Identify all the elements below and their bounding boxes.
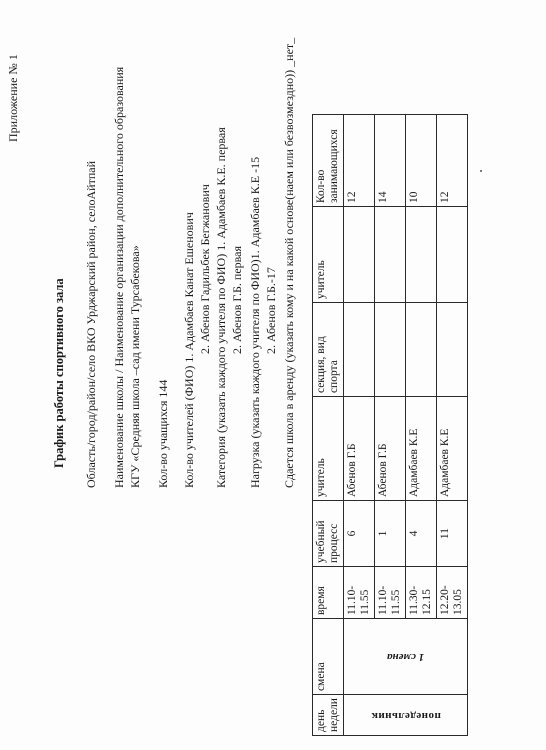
teacher2-cell [344, 207, 375, 303]
header-time: время [313, 567, 344, 619]
students-count: Кол-во учащихся 144 [156, 379, 170, 488]
region-line: Область/город/район/село ВКО Урджарский район, селоАйтпай [84, 160, 98, 488]
count-cell: 14 [375, 115, 406, 207]
count-cell: 10 [406, 115, 437, 207]
shift-value: 1 смена [386, 651, 425, 664]
appendix-label: Приложение № 1 [6, 54, 20, 142]
section-cell [406, 303, 437, 397]
teacher2-cell [437, 207, 468, 303]
header-count: Кол-во занимающихся [313, 115, 344, 207]
section-cell [344, 303, 375, 397]
document-title: График работы спортивного зала [52, 278, 66, 468]
process-cell: 4 [406, 501, 437, 567]
day-value: понедельник [370, 709, 441, 722]
load-line-2: 2. Абенов Г.Б.-17 [264, 267, 278, 354]
teachers-line-1: Кол-во учителей (ФИО) 1. Адамбаев Канат Ешенович [182, 212, 196, 488]
table-row [344, 115, 375, 736]
header-teacher: учитель [313, 397, 344, 501]
scan-speck [480, 170, 482, 172]
rent-line: Сдается школа в аренду (указать кому и на какой основе(наем или безвозмездно)) _нет_ [282, 37, 296, 488]
table-header-row [313, 115, 344, 736]
shift-cell [344, 619, 468, 695]
teacher-cell: Адамбаев К.Е [406, 397, 437, 501]
category-line-1: Категория (указать каждого учителя по ФИО) 1. Адамбаев К.Е. первая [214, 127, 228, 488]
section-cell [437, 303, 468, 397]
process-cell: 6 [344, 501, 375, 567]
time-cell: 11.30-12.15 [406, 567, 437, 619]
process-cell: 11 [437, 501, 468, 567]
school-name-label: Наименование школы / Наименование организации дополнительного образования [112, 66, 126, 488]
time-cell: 11.10-11.55 [344, 567, 375, 619]
process-cell: 1 [375, 501, 406, 567]
day-cell [344, 695, 468, 736]
teacher-cell: Абенов Г.Б [375, 397, 406, 501]
section-cell [375, 303, 406, 397]
header-teacher-2: учитель [313, 207, 344, 303]
header-day: день недели [313, 695, 344, 736]
time-cell: 11.10-11.55 [375, 567, 406, 619]
teacher-cell: Адамбаев К.Е [437, 397, 468, 501]
header-process: учебный процесс [313, 501, 344, 567]
teachers-line-2: 2. Абенов Гадильбек Бегжанович [198, 184, 212, 354]
teacher2-cell [406, 207, 437, 303]
time-cell: 12.20-13.05 [437, 567, 468, 619]
teacher-cell: Абенов Г.Б [344, 397, 375, 501]
schedule-table [312, 114, 468, 736]
header-shift: смена [313, 619, 344, 695]
count-cell: 12 [344, 115, 375, 207]
category-line-2: 2. Абенов Г.Б. первая [230, 246, 244, 354]
teacher2-cell [375, 207, 406, 303]
count-cell: 12 [437, 115, 468, 207]
header-section: секция, вид спорта [313, 303, 344, 397]
school-name: КГУ «Средняя школа –сад имени Турсабекова» [128, 245, 142, 488]
load-line-1: Нагрузка (указать каждого учителя по ФИО)1. Адамбаев К.Е -15 [248, 156, 262, 488]
